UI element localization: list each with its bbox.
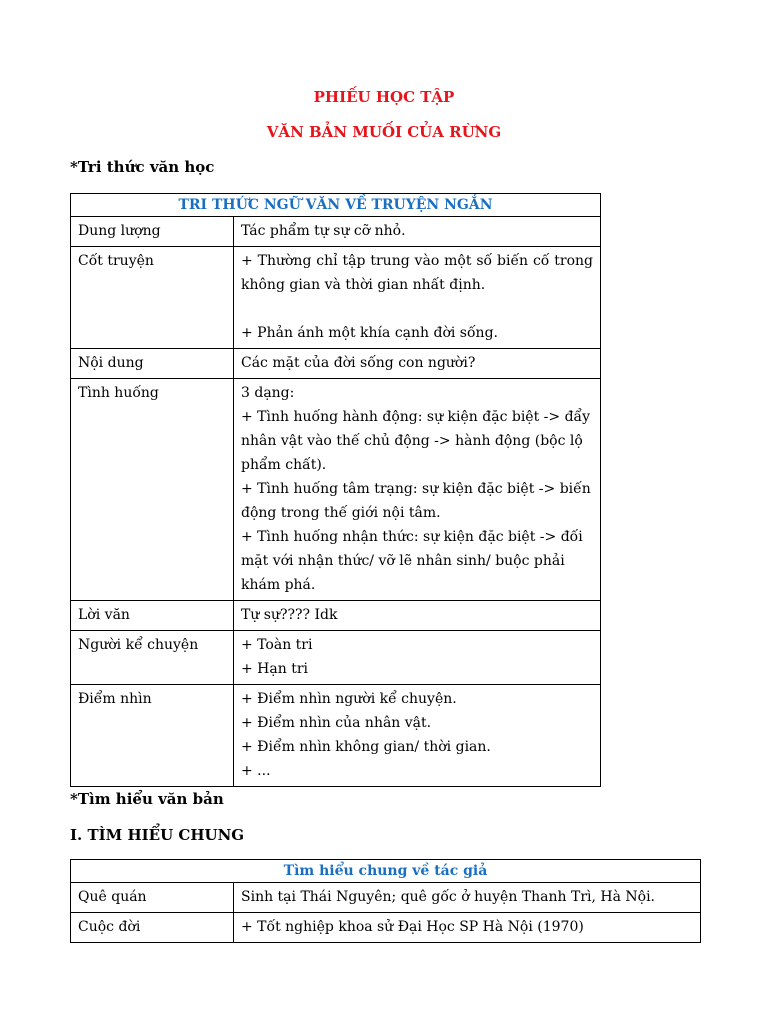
- table-row: [71, 601, 601, 631]
- content-line: Tác phẩm tự sự cỡ nhỏ.: [241, 223, 406, 239]
- content-line: Các mặt của đời sống con người?: [241, 355, 476, 371]
- content-line: Tự sự???? Idk: [241, 607, 338, 623]
- content-line: + Phản ánh một khía cạnh đời sống.: [241, 325, 498, 341]
- row-content: [234, 601, 601, 631]
- table-row: [71, 217, 601, 247]
- row-label: Nội dung: [71, 349, 234, 379]
- row-content: [234, 913, 701, 943]
- table-row: [71, 631, 601, 685]
- row-label: Tình huống: [71, 379, 234, 601]
- content-line: + Thường chỉ tập trung vào một số biến cố trong không gian và thời gian nhất định.: [241, 253, 593, 293]
- section-study-heading: *Tìm hiểu văn bản: [70, 790, 224, 808]
- row-content: [234, 217, 601, 247]
- content-line: + Hạn tri: [241, 661, 308, 677]
- content-line: + Điểm nhìn không gian/ thời gian.: [241, 739, 491, 755]
- row-label: Cốt truyện: [71, 247, 234, 349]
- row-label: Lời văn: [71, 601, 234, 631]
- content-line: + Toàn tri: [241, 637, 313, 653]
- table-row: [71, 247, 601, 349]
- table-header: TRI THỨC NGỮ VĂN VỀ TRUYỆN NGẮN: [71, 194, 601, 217]
- row-content: [234, 379, 601, 601]
- row-content: [234, 349, 601, 379]
- section-knowledge-heading: *Tri thức văn học: [70, 158, 215, 176]
- row-label: Cuộc đời: [71, 913, 234, 943]
- row-label: Dung lượng: [71, 217, 234, 247]
- table-row: [71, 349, 601, 379]
- content-line: Sinh tại Thái Nguyên; quê gốc ở huyện Thanh Trì, Hà Nội.: [241, 889, 655, 905]
- content-line: + Điểm nhìn người kể chuyện.: [241, 691, 457, 707]
- content-line: + Tình huống tâm trạng: sự kiện đặc biệt -> biến động trong thế giới nội tâm.: [241, 481, 591, 521]
- content-line: + Tốt nghiệp khoa sử Đại Học SP Hà Nội (1970): [241, 919, 584, 935]
- content-line: + Điểm nhìn của nhân vật.: [241, 715, 432, 731]
- row-content: [234, 247, 601, 349]
- section-general-heading: I. TÌM HIỂU CHUNG: [70, 826, 245, 844]
- content-line: 3 dạng:: [241, 385, 295, 401]
- table-row: [71, 883, 701, 913]
- table-header-row: [71, 860, 701, 883]
- author-table: [70, 859, 701, 943]
- row-content: [234, 631, 601, 685]
- content-line: + Tình huống nhận thức: sự kiện đặc biệt -> đối mặt với nhận thức/ vỡ lẽ nhân sinh/ buộc phải khám phá.: [241, 529, 583, 593]
- content-line: + Tình huống hành động: sự kiện đặc biệt -> đẩy nhân vật vào thế chủ động -> hành động (bộc lộ phẩm chất).: [241, 409, 591, 473]
- table-row: [71, 913, 701, 943]
- row-label: Quê quán: [71, 883, 234, 913]
- row-content: [234, 883, 701, 913]
- spacer: [241, 297, 593, 321]
- worksheet-title: PHIẾU HỌC TẬP: [313, 88, 455, 106]
- row-content: [234, 685, 601, 787]
- text-title: VĂN BẢN MUỐI CỦA RỪNG: [266, 123, 502, 141]
- table-header-row: [71, 194, 601, 217]
- content-line: + ...: [241, 763, 271, 779]
- row-label: Điểm nhìn: [71, 685, 234, 787]
- table-row: [71, 379, 601, 601]
- table-header: Tìm hiểu chung về tác giả: [71, 860, 701, 883]
- row-label: Người kể chuyện: [71, 631, 234, 685]
- knowledge-table: [70, 193, 601, 787]
- table-row: [71, 685, 601, 787]
